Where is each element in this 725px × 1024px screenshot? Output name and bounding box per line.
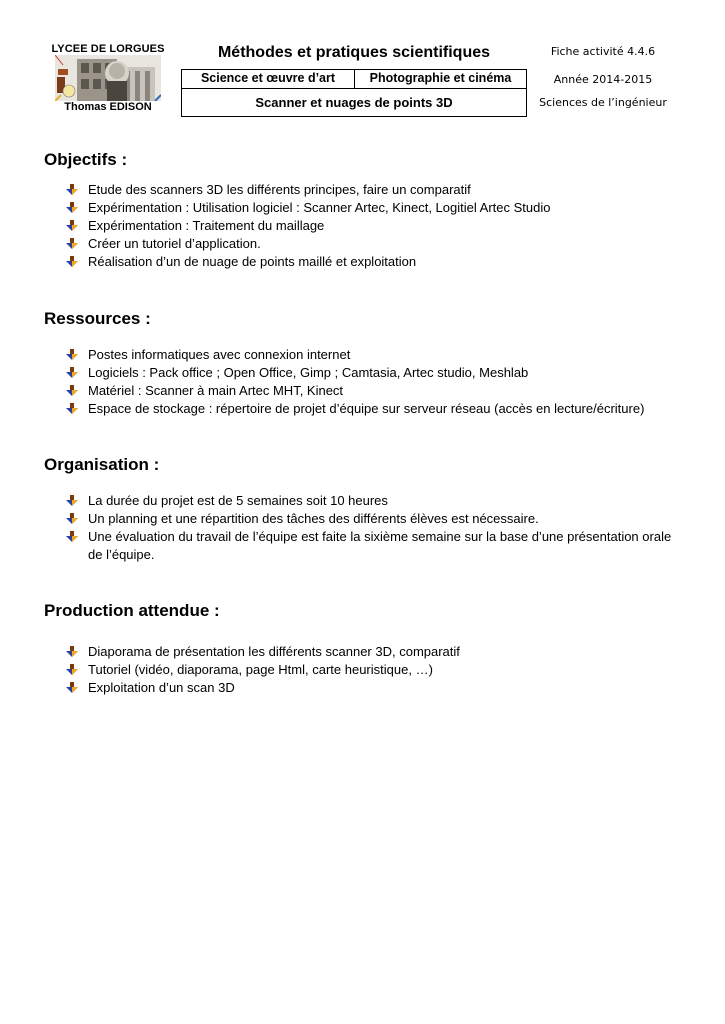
list-item-text: Expérimentation : Traitement du maillage	[88, 218, 325, 233]
arrow-bullet-icon	[66, 682, 78, 694]
arrow-bullet-icon	[66, 664, 78, 676]
list-item	[0, 400, 673, 418]
arrow-bullet-icon	[66, 220, 78, 232]
production-list	[0, 643, 725, 697]
arrow-bullet-icon	[66, 385, 78, 397]
list-item	[0, 528, 673, 564]
section-title-ressources: Ressources :	[44, 309, 151, 328]
arrow-bullet-icon	[66, 513, 78, 525]
list-item-text: Exploitation d’un scan 3D	[88, 680, 235, 695]
logo-school-name: LYCEE DE LORGUES	[51, 43, 165, 55]
list-item	[0, 346, 673, 364]
list-item-text: Postes informatiques avec connexion internet	[88, 347, 351, 362]
section-title-organisation: Organisation :	[44, 455, 160, 474]
list-item-text: Matériel : Scanner à main Artec MHT, Kinect	[88, 383, 344, 398]
section-title-objectifs: Objectifs :	[44, 150, 128, 169]
arrow-bullet-icon	[66, 403, 78, 415]
list-item	[0, 661, 673, 679]
arrow-bullet-icon	[66, 202, 78, 214]
list-item	[0, 253, 673, 271]
fiche-number: Fiche activité 4.4.6	[550, 45, 656, 58]
list-item	[0, 235, 673, 253]
organisation-list	[0, 492, 725, 564]
arrow-bullet-icon	[66, 531, 78, 543]
subject-name: Sciences de l’ingénieur	[539, 96, 667, 109]
section-title-production: Production attendue :	[44, 601, 220, 620]
list-item	[0, 382, 673, 400]
arrow-bullet-icon	[66, 646, 78, 658]
arrow-bullet-icon	[66, 238, 78, 250]
objectifs-list	[0, 181, 725, 271]
list-item-text: Expérimentation : Utilisation logiciel : Scanner Artec, Kinect, Logitiel Artec Studio	[88, 200, 551, 215]
list-item-text: Diaporama de présentation les différents scanner 3D, comparatif	[88, 644, 460, 659]
list-item-text: Tutoriel (vidéo, diaporama, page Html, carte heuristique, …)	[88, 662, 433, 677]
list-item-text: Etude des scanners 3D les différents principes, faire un comparatif	[88, 182, 471, 197]
list-item-text: Créer un tutoriel d’application.	[88, 236, 261, 251]
school-year: Année 2014-2015	[553, 73, 653, 86]
list-item-text: Espace de stockage : répertoire de projet d’équipe sur serveur réseau (accès en lecture/écriture)	[88, 401, 645, 416]
list-item	[0, 364, 673, 382]
ressources-list	[0, 346, 725, 418]
list-item-text: Logiciels : Pack office ; Open Office, Gimp ; Camtasia, Artec studio, Meshlab	[88, 365, 529, 380]
arrow-bullet-icon	[66, 184, 78, 196]
arrow-bullet-icon	[66, 349, 78, 361]
list-item	[0, 679, 673, 697]
arrow-bullet-icon	[66, 495, 78, 507]
logo-school-subname: Thomas EDISON	[64, 101, 152, 113]
list-item-text: Un planning et une répartition des tâches des différents élèves est nécessaire.	[88, 511, 539, 526]
header-cell-theme: Science et œuvre d’art	[182, 70, 355, 88]
list-item	[0, 199, 673, 217]
list-item	[0, 217, 673, 235]
header-table-row	[182, 70, 526, 89]
header-cell-domain: Photographie et cinéma	[369, 71, 512, 85]
arrow-bullet-icon	[66, 367, 78, 379]
list-item-text: La durée du projet est de 5 semaines soit 10 heures	[88, 493, 388, 508]
document-title: Méthodes et pratiques scientifiques	[217, 44, 491, 61]
list-item	[0, 643, 673, 661]
arrow-bullet-icon	[66, 256, 78, 268]
list-item	[0, 510, 673, 528]
list-item-text: Réalisation d’un de nuage de points maillé et exploitation	[88, 254, 417, 269]
header-table	[181, 69, 527, 117]
list-item-text: Une évaluation du travail de l’équipe est faite la sixième semaine sur la base d’une présentation orale de l’équipe.	[88, 529, 672, 562]
list-item	[0, 181, 673, 199]
edison-portrait-image	[55, 55, 161, 101]
school-logo	[45, 40, 171, 116]
header-subtitle: Scanner et nuages de points 3D	[255, 95, 453, 110]
list-item	[0, 492, 673, 510]
